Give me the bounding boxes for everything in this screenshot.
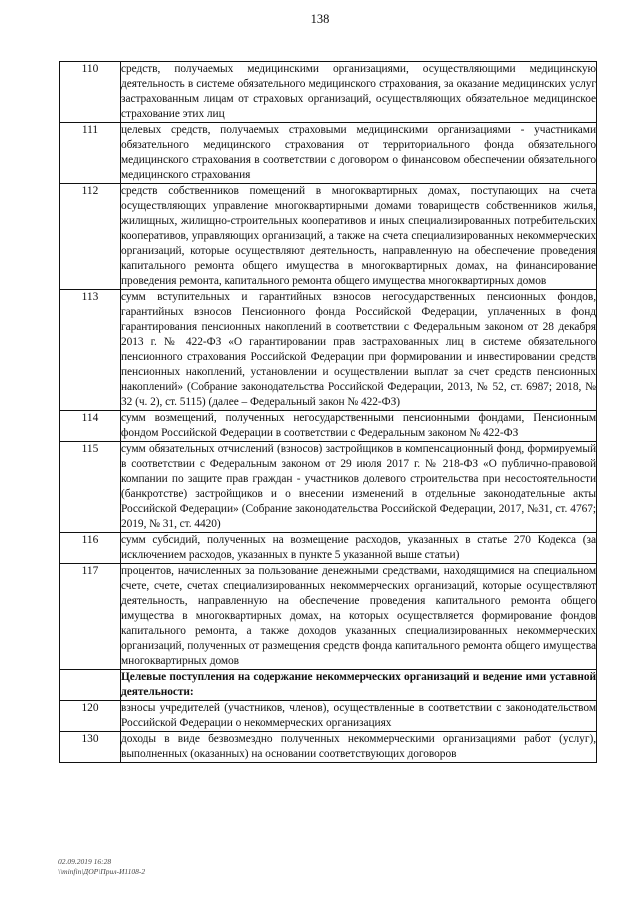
section-heading (121, 670, 597, 701)
row-code: 112 (60, 184, 121, 290)
row-text: сумм субсидий, полученных на возмещение расходов, указанных в статье 270 Кодекса (за исключением расходов, указанных в пункте 5 указанной выше статьи) (121, 533, 597, 564)
footer-file-path: \\minfin\ДОР\Прил-И1108-2 (58, 867, 146, 876)
footer-timestamp: 02.09.2019 16:28 (58, 857, 112, 866)
row-code: 114 (60, 411, 121, 442)
row-code (60, 670, 121, 701)
section-heading-text: Целевые поступления на содержание некоммерческих организаций и ведение ими уставной деятельности: (121, 671, 596, 698)
table-row (60, 442, 597, 533)
row-text: средств, получаемых медицинскими организациями, осуществляющими медицинскую деятельность в системе обязательного медицинского страхования, за оказание медицинских услуг застрахованным лицам от страховых организаций, осуществляющих обязательное медицинское страхование этих лиц (121, 62, 597, 123)
document-footer (58, 857, 145, 877)
row-text: сумм возмещений, полученных негосударственными пенсионными фондами, Пенсионным фондом Российской Федерации в соответствии с Федеральным законом № 422-ФЗ (121, 411, 597, 442)
row-code: 130 (60, 732, 121, 763)
table-row (60, 123, 597, 184)
row-code: 116 (60, 533, 121, 564)
row-code: 117 (60, 564, 121, 670)
row-text: целевых средств, получаемых страховыми медицинскими организациями - участниками обязательного медицинского страхования от территориального фонда обязательного медицинского страхования в соответствии с договором о финансовом обеспечении обязательного медицинского страхования (121, 123, 597, 184)
page-number: 138 (310, 12, 330, 26)
table-row (60, 411, 597, 442)
table-row (60, 184, 597, 290)
row-text: средств собственников помещений в многоквартирных домах, поступающих на счета осуществляющих управление многоквартирными домами товариществ собственников жилья, жилищных, жилищно-строительных кооперативов и иных специализированных потребительских кооперативов, управляющих организаций, а также на счета специализированных некоммерческих организаций, которые осуществляют деятельность, направленную на обеспечение проведения капитального ремонта общего имущества в многоквартирных домах, на финансирование проведения ремонта, капитального ремонта общего имущества многоквартирных домов (121, 184, 597, 290)
table-row (60, 533, 597, 564)
row-code: 110 (60, 62, 121, 123)
table-row (60, 732, 597, 763)
table-row (60, 564, 597, 670)
row-code: 113 (60, 290, 121, 411)
section-heading-row (60, 670, 597, 701)
codes-table (59, 61, 597, 763)
row-text: сумм обязательных отчислений (взносов) застройщиков в компенсационный фонд, формируемый в соответствии с Федеральным законом от 29 июля 2017 г. № 218-ФЗ «О публично-правовой компании по защите прав граждан - участников долевого строительства при несостоятельности (банкротстве) застройщиков и о внесении изменений в отдельные законодательные акты Российской Федерации» (Собрание законодательства Российской Федерации, 2017, №31, ст. 4767; 2019, № 31, ст. 4420) (121, 442, 597, 533)
table-row (60, 701, 597, 732)
row-text: процентов, начисленных за пользование денежными средствами, находящимися на специальном счете, счете, счетах специализированных некоммерческих организаций, которые осуществляют деятельность, направленную на обеспечение проведения капитального ремонта общего имущества в многоквартирных домах, на которых осуществляется формирование фондов капитального ремонта, а также доходов указанных специализированных некоммерческих организаций, полученных от размещения средств фонда капитального ремонта общего имущества многоквартирных домов (121, 564, 597, 670)
row-text: взносы учредителей (участников, членов), осуществленные в соответствии с законодательством Российской Федерации о некоммерческих организациях (121, 701, 597, 732)
row-text: доходы в виде безвозмездно полученных некоммерческими организациями работ (услуг), выполненных (оказанных) на основании соответствующих договоров (121, 732, 597, 763)
row-code: 115 (60, 442, 121, 533)
table-row (60, 290, 597, 411)
row-text: сумм вступительных и гарантийных взносов негосударственных пенсионных фондов, гарантийных взносов Пенсионного фонда Российской Федерации, уплаченных в фонд гарантирования пенсионных накоплений в соответствии с Федеральным законом от 28 декабря 2013 г. № 422-ФЗ «О гарантировании прав застрахованных лиц в системе обязательного пенсионного страхования Российской Федерации при формировании и инвестировании средств пенсионных накоплений, установлении и осуществлении выплат за счет средств пенсионных накоплений» (Собрание законодательства Российской Федерации, 2013, № 52, ст. 6987; 2018, № 32 (ч. 2), ст. 5115) (далее – Федеральный закон № 422-ФЗ) (121, 290, 597, 411)
row-code: 120 (60, 701, 121, 732)
table-row (60, 62, 597, 123)
row-code: 111 (60, 123, 121, 184)
